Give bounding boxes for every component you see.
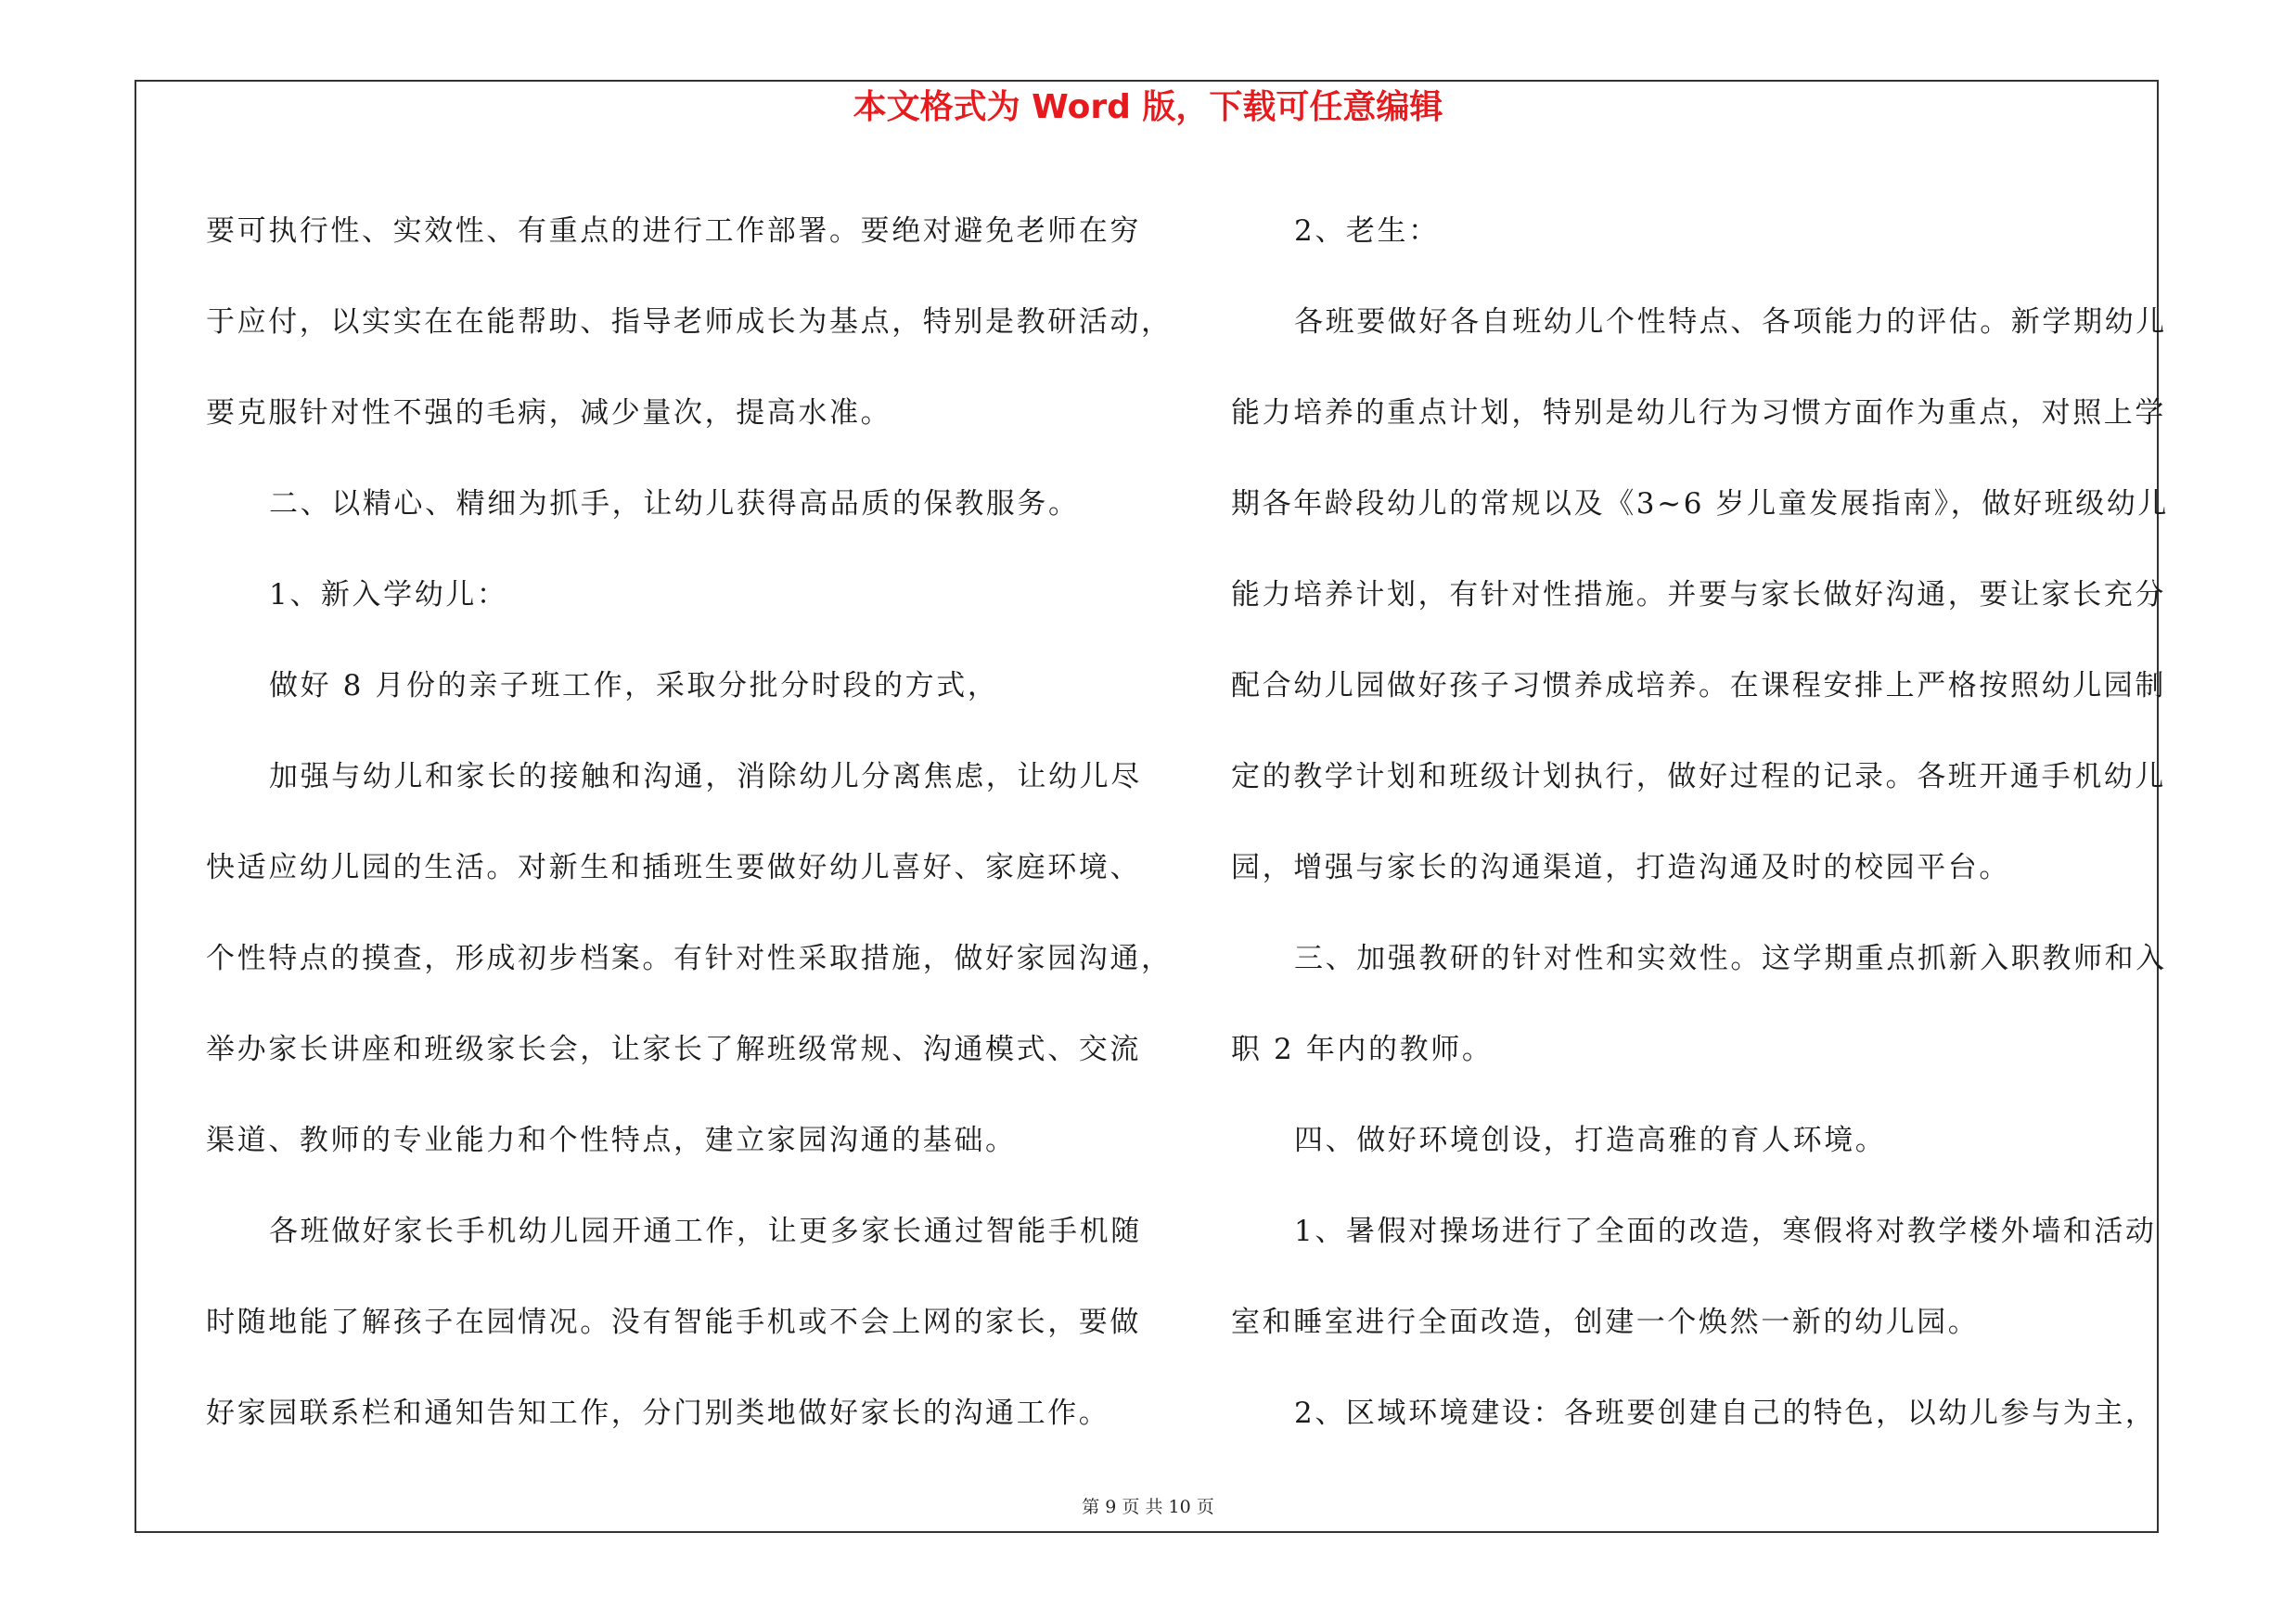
paragraph: [1231, 913, 2167, 1004]
text-line: 好家园联系栏和通知告知工作，分门别类地做好家长的沟通工作。: [206, 1397, 1110, 1430]
paragraph: [1231, 1004, 2149, 1095]
paragraph: [1231, 1095, 2149, 1186]
text-line: 要可执行性、实效性、有重点的进行工作部署。要绝对避免老师在穷: [206, 214, 1141, 248]
paragraph: [206, 640, 1124, 731]
text-line: 定的教学计划和班级计划执行，做好过程的记录。各班开通手机幼儿: [1231, 760, 2166, 793]
text-line: 三、加强教研的针对性和实效性。这学期重点抓新入职教师和入: [1294, 942, 2167, 975]
text-line: 时随地能了解孩子在园情况。没有智能手机或不会上网的家长，要做: [206, 1306, 1141, 1339]
text-line: 举办家长讲座和班级家长会，让家长了解班级常规、沟通模式、交流: [206, 1033, 1141, 1066]
paragraph: [206, 458, 1124, 549]
text-line: 能力培养的重点计划，特别是幼儿行为习惯方面作为重点，对照上学: [1231, 396, 2166, 430]
text-line: 1、新入学幼儿：: [269, 578, 508, 612]
text-line: 室和睡室进行全面改造，创建一个焕然一新的幼儿园。: [1231, 1306, 1980, 1339]
text-line: 职 2 年内的教师。: [1231, 1033, 1494, 1066]
paragraph: [206, 731, 1142, 822]
text-line: 1、暑假对操场进行了全面的改造，寒假将对教学楼外墙和活动: [1294, 1215, 2157, 1248]
text-line: 2、区域环境建设：各班要创建自己的特色，以幼儿参与为主，: [1294, 1397, 2157, 1430]
text-line: 四、做好环境创设，打造高雅的育人环境。: [1294, 1124, 1887, 1157]
right-column: [1231, 186, 2169, 1459]
text-line: 做好 8 月份的亲子班工作，采取分批分时段的方式，: [269, 669, 999, 702]
paragraph: [206, 186, 1173, 458]
paragraph: [206, 1186, 1142, 1277]
text-line: 快适应幼儿园的生活。对新生和插班生要做好幼儿喜好、家庭环境、: [206, 851, 1141, 884]
paragraph: [1231, 1186, 2157, 1277]
text-line: 加强与幼儿和家长的接触和沟通，消除幼儿分离焦虑，让幼儿尽: [269, 760, 1142, 793]
paragraph: [1231, 1368, 2157, 1459]
paragraph: [1231, 1277, 2149, 1368]
text-line: 2、老生：: [1294, 214, 1440, 248]
text-line: 期各年龄段幼儿的常规以及《3~6 岁儿童发展指南》，做好班级幼儿: [1231, 487, 2169, 521]
paragraph: [206, 549, 1124, 640]
page-footer: 第 9 页 共 10 页: [1082, 1497, 1214, 1517]
text-line: 配合幼儿园做好孩子习惯养成培养。在课程安排上严格按照幼儿园制: [1231, 669, 2166, 702]
text-line: 二、以精心、精细为抓手，让幼儿获得高品质的保教服务。: [269, 487, 1080, 521]
text-line: 要克服针对性不强的毛病，减少量次，提高水准。: [206, 396, 892, 430]
text-line: 各班做好家长手机幼儿园开通工作，让更多家长通过智能手机随: [269, 1215, 1142, 1248]
text-line: 渠道、教师的专业能力和个性特点，建立家园沟通的基础。: [206, 1124, 1017, 1157]
text-line: 于应付，以实实在在能帮助、指导老师成长为基点，特别是教研活动，: [206, 305, 1173, 339]
paragraph: [206, 822, 1173, 1186]
paragraph: [1231, 367, 2169, 913]
left-column: [206, 186, 1173, 1459]
paragraph: [206, 1277, 1141, 1459]
text-line: 能力培养计划，有针对性措施。并要与家长做好沟通，要让家长充分: [1231, 578, 2166, 612]
format-banner: 本文格式为 Word 版，下载可任意编辑: [853, 88, 1443, 126]
paragraph: [1231, 186, 2149, 277]
text-line: 各班要做好各自班幼儿个性特点、各项能力的评估。新学期幼儿: [1294, 305, 2167, 339]
text-line: 园，增强与家长的沟通渠道，打造沟通及时的校园平台。: [1231, 851, 2010, 884]
text-line: 个性特点的摸查，形成初步档案。有针对性采取措施，做好家园沟通，: [206, 942, 1173, 975]
paragraph: [1231, 277, 2167, 367]
